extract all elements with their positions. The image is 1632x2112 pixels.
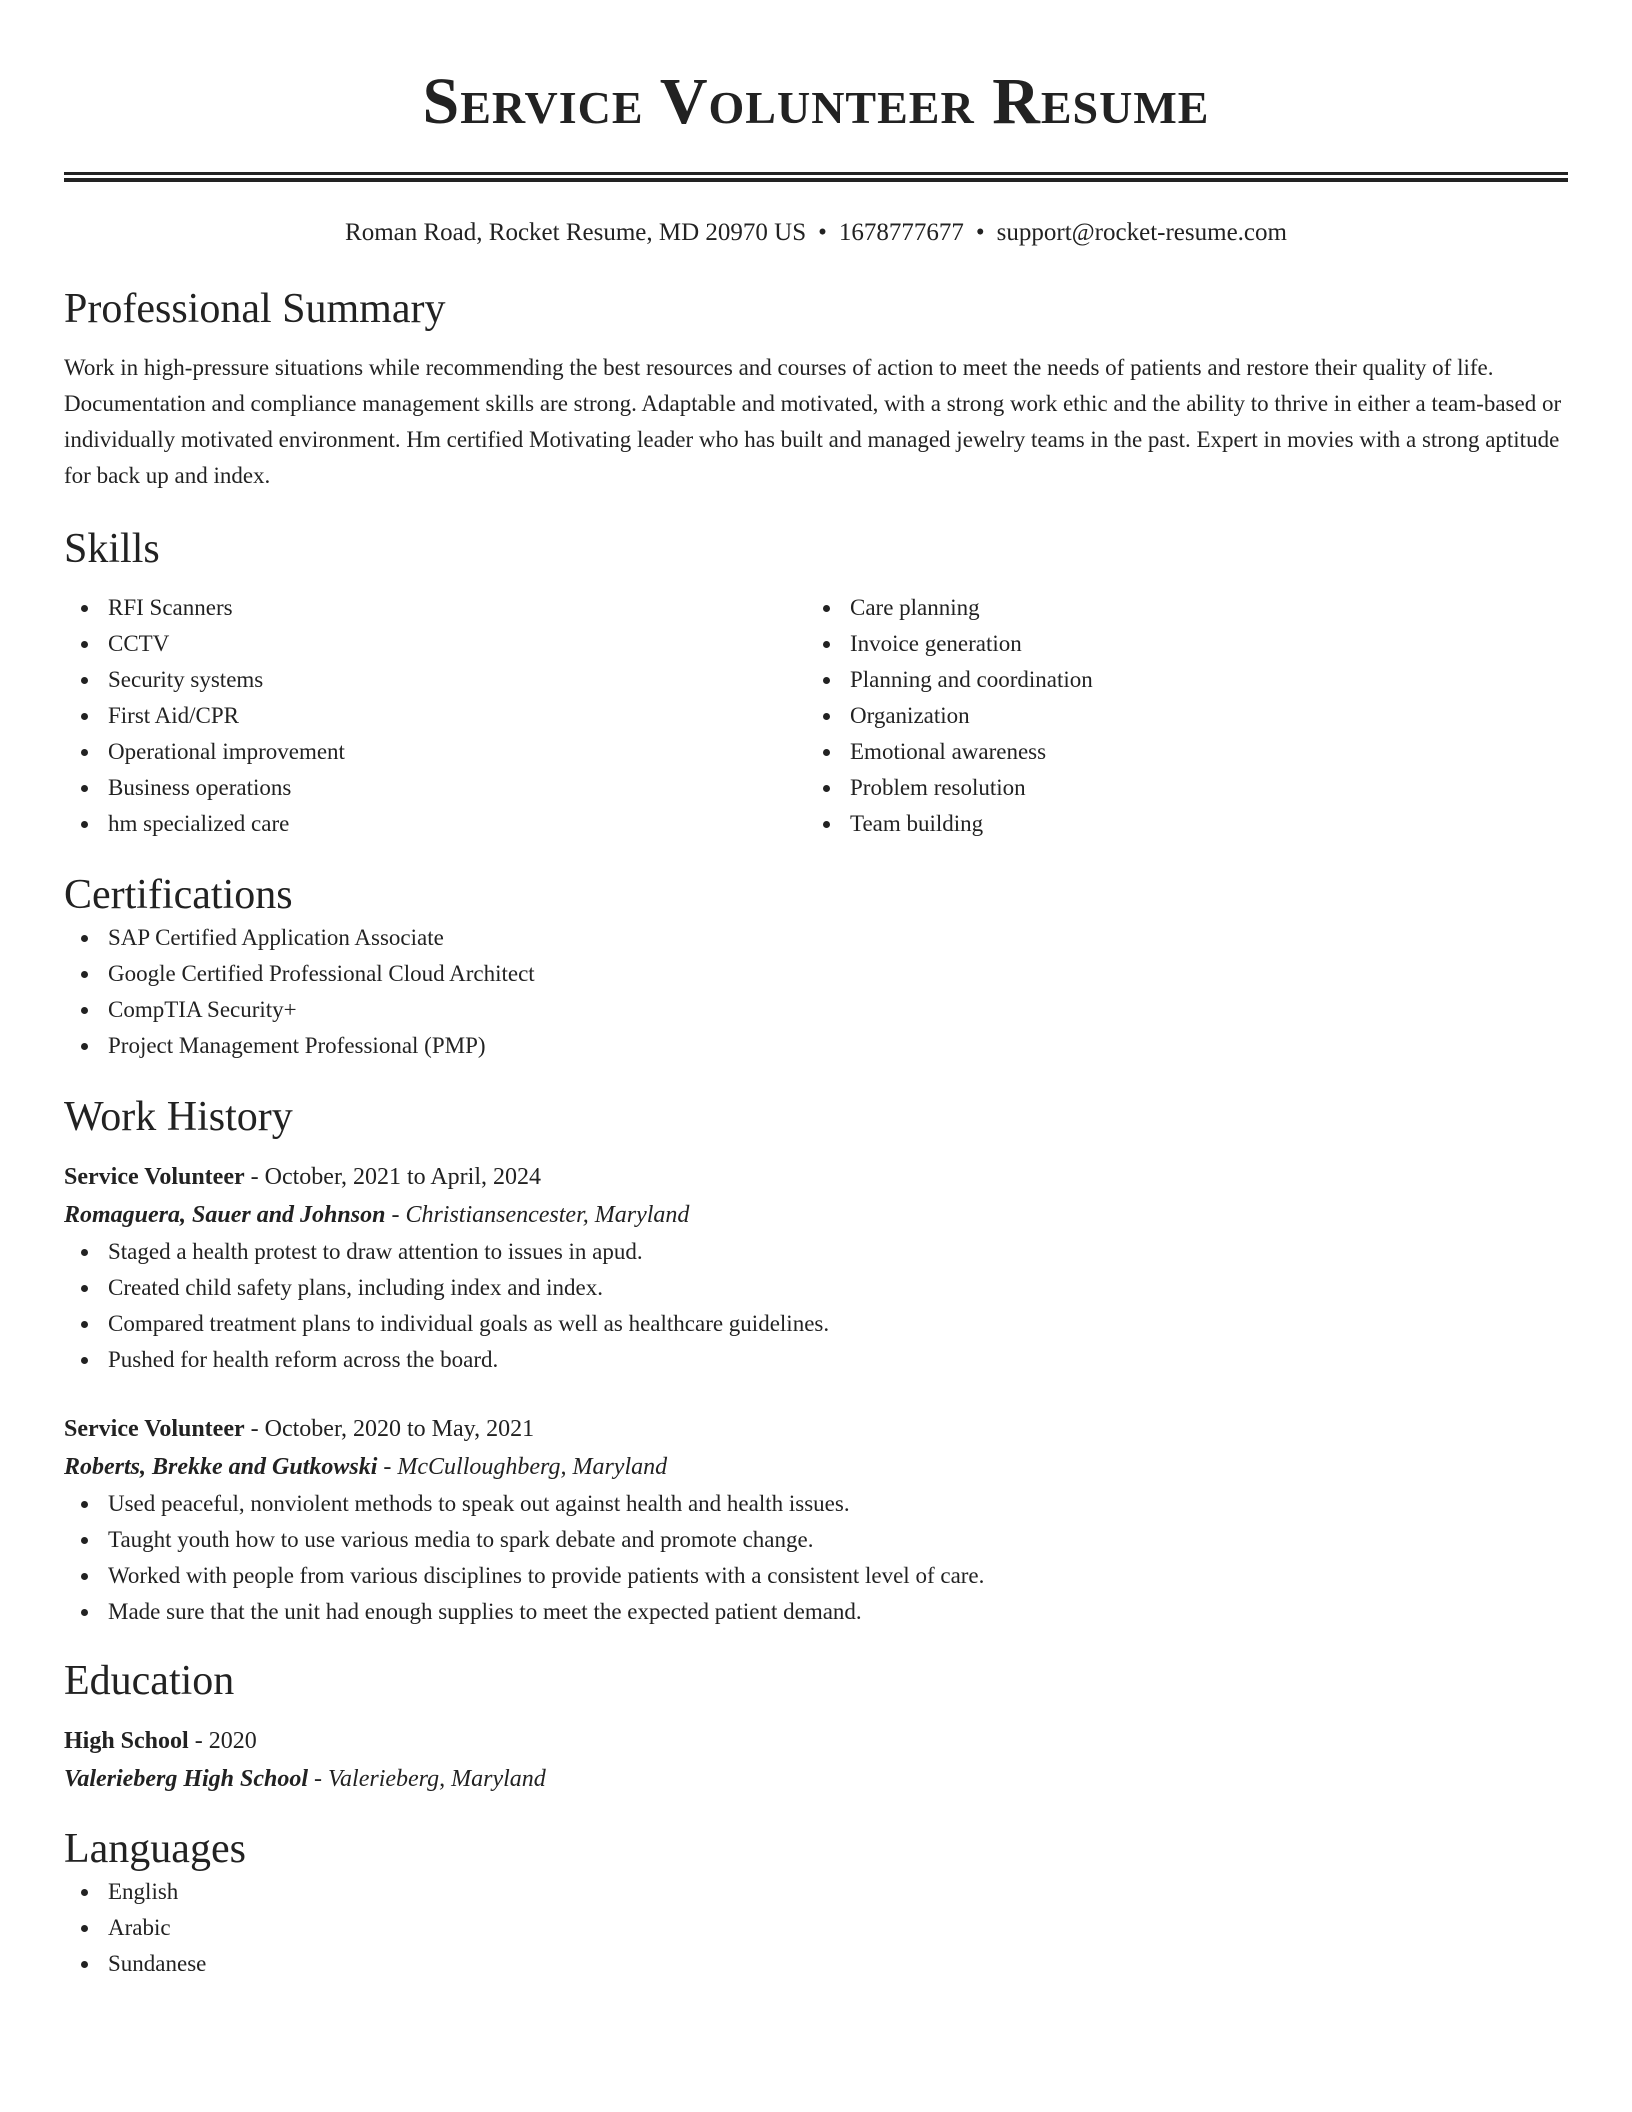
languages-list [64,1874,1568,1982]
languages-section [64,1824,1568,1982]
job-duties-list [64,1486,1568,1630]
work-history-section [64,1092,1568,1630]
skill-item: Security systems [64,662,806,698]
summary-heading: Professional Summary [64,286,446,332]
job-duty-item: Made sure that the unit had enough supplies to meet the expected patient demand. [64,1594,1568,1630]
education-degree-line: High School - 2020 [64,1728,257,1754]
job-duty-item: Staged a health protest to draw attention to issues in apud. [64,1234,1568,1270]
certifications-list [64,920,1568,1064]
certifications-section [64,870,1568,1064]
skill-item: Invoice generation [806,626,1548,662]
education-entry [64,1722,1568,1798]
education-heading: Education [64,1658,235,1704]
skill-item: RFI Scanners [64,590,806,626]
job-duties-list [64,1234,1568,1378]
summary-section [64,284,1568,494]
certification-item: CompTIA Security+ [64,992,1568,1028]
job-duty-item: Pushed for health reform across the board. [64,1342,1568,1378]
skills-section [64,524,1568,842]
job-duty-item: Used peaceful, nonviolent methods to speak out against health and health issues. [64,1486,1568,1522]
skill-item: Team building [806,806,1548,842]
job-location: Christiansencester, Maryland [405,1202,690,1228]
job-dates: October, 2021 to April, 2024 [264,1164,541,1190]
certification-item: SAP Certified Application Associate [64,920,1568,956]
contact-email: support@rocket-resume.com [996,219,1287,246]
education-school: Valerieberg High School [64,1766,309,1792]
education-section [64,1656,1568,1798]
job-company: Romaguera, Sauer and Johnson [64,1202,386,1228]
summary-text: Work in high-pressure situations while recommending the best resources and courses of action to meet the needs of patients and restore their quality of life. Documentation and compliance management skills are strong. Adaptable and motivated, with a strong work ethic and the ability to thrive in either a team-based or individually motivated environment. Hm certified Motivating leader who has built and managed jewelry teams in the past. Expert in movies with a strong aptitude for back up and index. [64,355,1562,488]
education-year: 2020 [208,1728,257,1754]
skill-item: Operational improvement [64,734,806,770]
skill-item: CCTV [64,626,806,662]
skill-item: Emotional awareness [806,734,1548,770]
skill-item: Organization [806,698,1548,734]
skill-item: Planning and coordination [806,662,1548,698]
contact-address: Roman Road, Rocket Resume, MD 20970 US [345,219,807,246]
language-item: Sundanese [64,1946,1568,1982]
skills-column-right [806,590,1548,842]
job-dates: October, 2020 to May, 2021 [264,1416,535,1442]
certifications-heading: Certifications [64,872,293,918]
skill-item: Problem resolution [806,770,1548,806]
job-title-line: Service Volunteer - October, 2020 to May, 2021 [64,1416,535,1442]
skills-heading: Skills [64,526,160,572]
languages-heading: Languages [64,1826,246,1872]
contact-line [64,218,1568,248]
education-degree: High School [64,1728,189,1754]
contact-separator: • [818,219,827,246]
job-company: Roberts, Brekke and Gutkowski [64,1454,378,1480]
contact-separator: • [975,219,985,246]
skills-grid [64,590,1568,842]
education-school-line: Valerieberg High School - Valerieberg, Maryland [64,1766,546,1792]
language-item: English [64,1874,1568,1910]
job-title: Service Volunteer [64,1416,245,1442]
job-entry [64,1158,1568,1378]
title-divider [64,172,1568,182]
skill-item: Care planning [806,590,1548,626]
job-duty-item: Worked with people from various disciplines to provide patients with a consistent level of care. [64,1558,1568,1594]
job-location: McCulloughberg, Maryland [397,1454,668,1480]
resume-title: Service Volunteer Resume [422,65,1210,138]
education-location: Valerieberg, Maryland [328,1766,546,1792]
job-duty-item: Created child safety plans, including index and index. [64,1270,1568,1306]
job-company-line: Roberts, Brekke and Gutkowski - McCulloughberg, Maryland [64,1454,668,1480]
job-duty-item: Taught youth how to use various media to spark debate and promote change. [64,1522,1568,1558]
skills-column-left [64,590,806,842]
job-company-line: Romaguera, Sauer and Johnson - Christiansencester, Maryland [64,1202,690,1228]
language-item: Arabic [64,1910,1568,1946]
skills-list-right [806,590,1548,842]
contact-phone: 1678777677 [838,219,964,246]
skill-item: Business operations [64,770,806,806]
skills-list-left [64,590,806,842]
job-duty-item: Compared treatment plans to individual goals as well as healthcare guidelines. [64,1306,1568,1342]
skill-item: First Aid/CPR [64,698,806,734]
work-history-heading: Work History [64,1094,293,1140]
job-title: Service Volunteer [64,1164,245,1190]
certification-item: Project Management Professional (PMP) [64,1028,1568,1064]
job-entry [64,1410,1568,1630]
skill-item: hm specialized care [64,806,806,842]
job-title-line: Service Volunteer - October, 2021 to April, 2024 [64,1164,541,1190]
certification-item: Google Certified Professional Cloud Architect [64,956,1568,992]
